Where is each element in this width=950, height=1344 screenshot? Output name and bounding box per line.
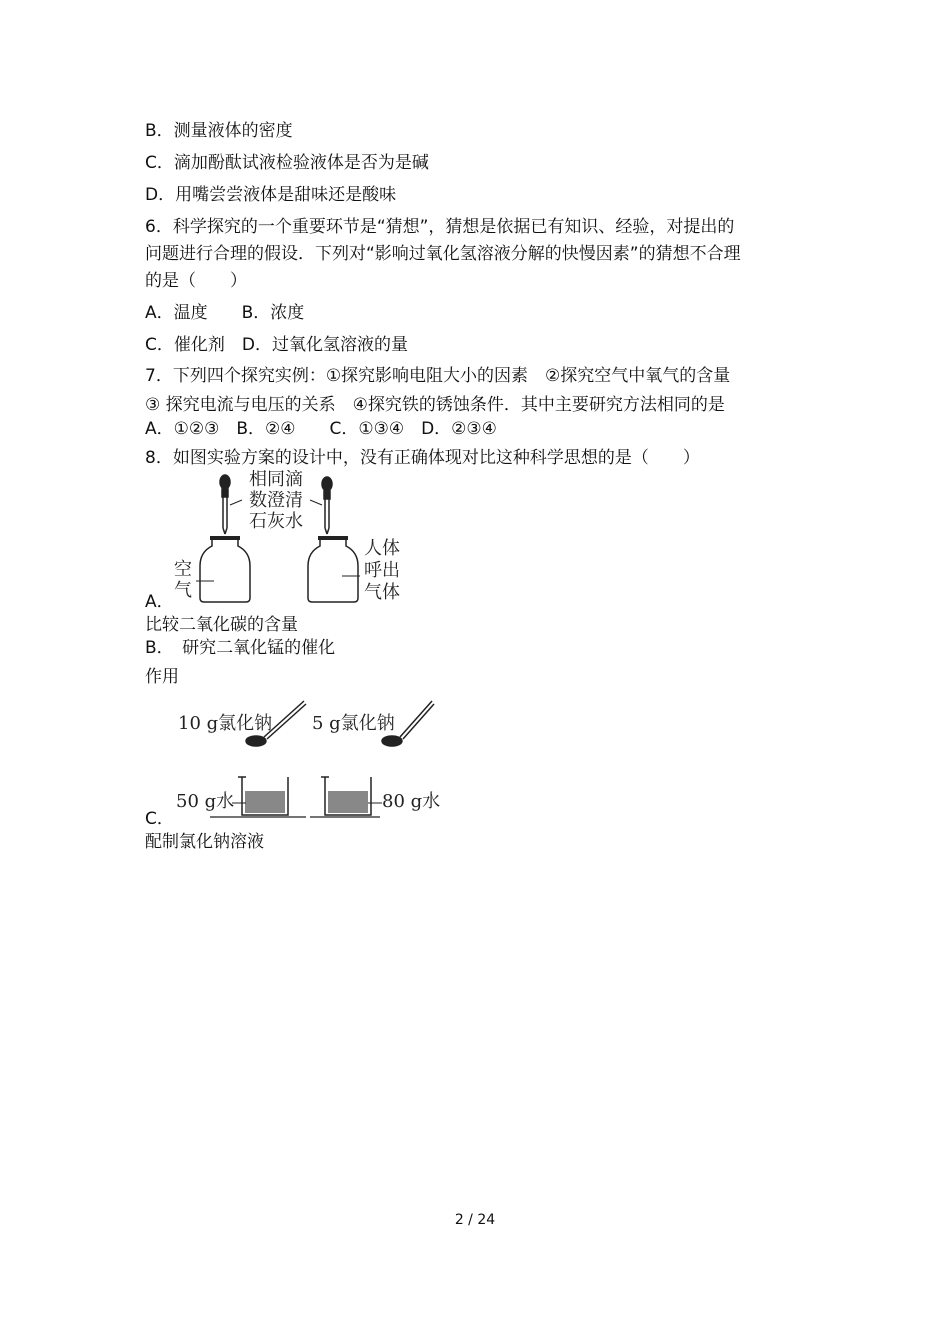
option-d-q5: D．用嘴尝尝液体是甜味还是酸味 [145, 185, 397, 205]
right-beaker-label: 80 g水 [382, 791, 440, 812]
left-dropper [220, 475, 230, 534]
right-bottle-label-2: 呼出 [364, 560, 400, 581]
question-7-line-1: 7．下列四个探究实例：①探究影响电阻大小的因素 ②探究空气中氧气的含量 [145, 366, 731, 386]
right-bottle-label-1: 人体 [364, 538, 400, 559]
question-6-line-3: 的是（ ） [145, 271, 247, 291]
dropper-label-line-2: 数澄清 [249, 490, 303, 511]
left-bottle-label-1: 空 [174, 559, 192, 580]
question-6-line-1: 6．科学探究的一个重要环节是“猜想”，猜想是依据已有知识、经验，对提出的 [145, 217, 735, 237]
left-beaker-label: 50 g水 [176, 791, 235, 812]
options-q7: A．①②③ B．②④ C．①③④ D．②③④ [145, 419, 497, 439]
figure-a-co2-comparison [170, 470, 420, 610]
option-c-q8-caption: 配制氯化钠溶液 [145, 832, 264, 852]
figure-c-nacl-solution [170, 695, 440, 825]
option-a-q8: A． [145, 592, 174, 612]
dropper-label-line-1: 相同滴 [249, 470, 303, 490]
right-beaker [310, 777, 380, 817]
option-b-q8-caption: 作用 [145, 667, 179, 687]
option-b-q5: B．测量液体的密度 [145, 121, 293, 141]
left-bottle [200, 538, 250, 602]
question-8: 8．如图实验方案的设计中，没有正确体现对比这种科学思想的是（ ） [145, 448, 700, 468]
page-number: 2 / 24 [454, 1212, 496, 1228]
question-7-line-2: ③ 探究电流与电压的关系 ④探究铁的锈蚀条件．其中主要研究方法相同的是 [145, 395, 725, 415]
options-ab-q6: A．温度 B．浓度 [145, 303, 305, 323]
option-c-q8: C． [145, 809, 174, 829]
options-cd-q6: C．催化剂 D．过氧化氢溶液的量 [145, 335, 408, 355]
right-spoon-label: 5 g氯化钠 [312, 713, 395, 734]
right-dropper [322, 477, 332, 534]
question-6-line-2: 问题进行合理的假设．下列对“影响过氧化氢溶液分解的快慢因素”的猜想不合理 [145, 244, 741, 264]
left-bottle-label-2: 气 [174, 580, 192, 601]
option-a-q8-caption: 比较二氧化碳的含量 [145, 615, 298, 635]
option-c-q5: C．滴加酚酞试液检验液体是否为是碱 [145, 153, 429, 173]
left-spoon-label: 10 g氯化钠 [178, 713, 273, 734]
dropper-label-line-3: 石灰水 [249, 511, 303, 532]
option-b-q8: B． 研究二氧化锰的催化 [145, 638, 336, 658]
right-bottle [308, 538, 358, 602]
right-bottle-label-3: 气体 [364, 582, 400, 603]
